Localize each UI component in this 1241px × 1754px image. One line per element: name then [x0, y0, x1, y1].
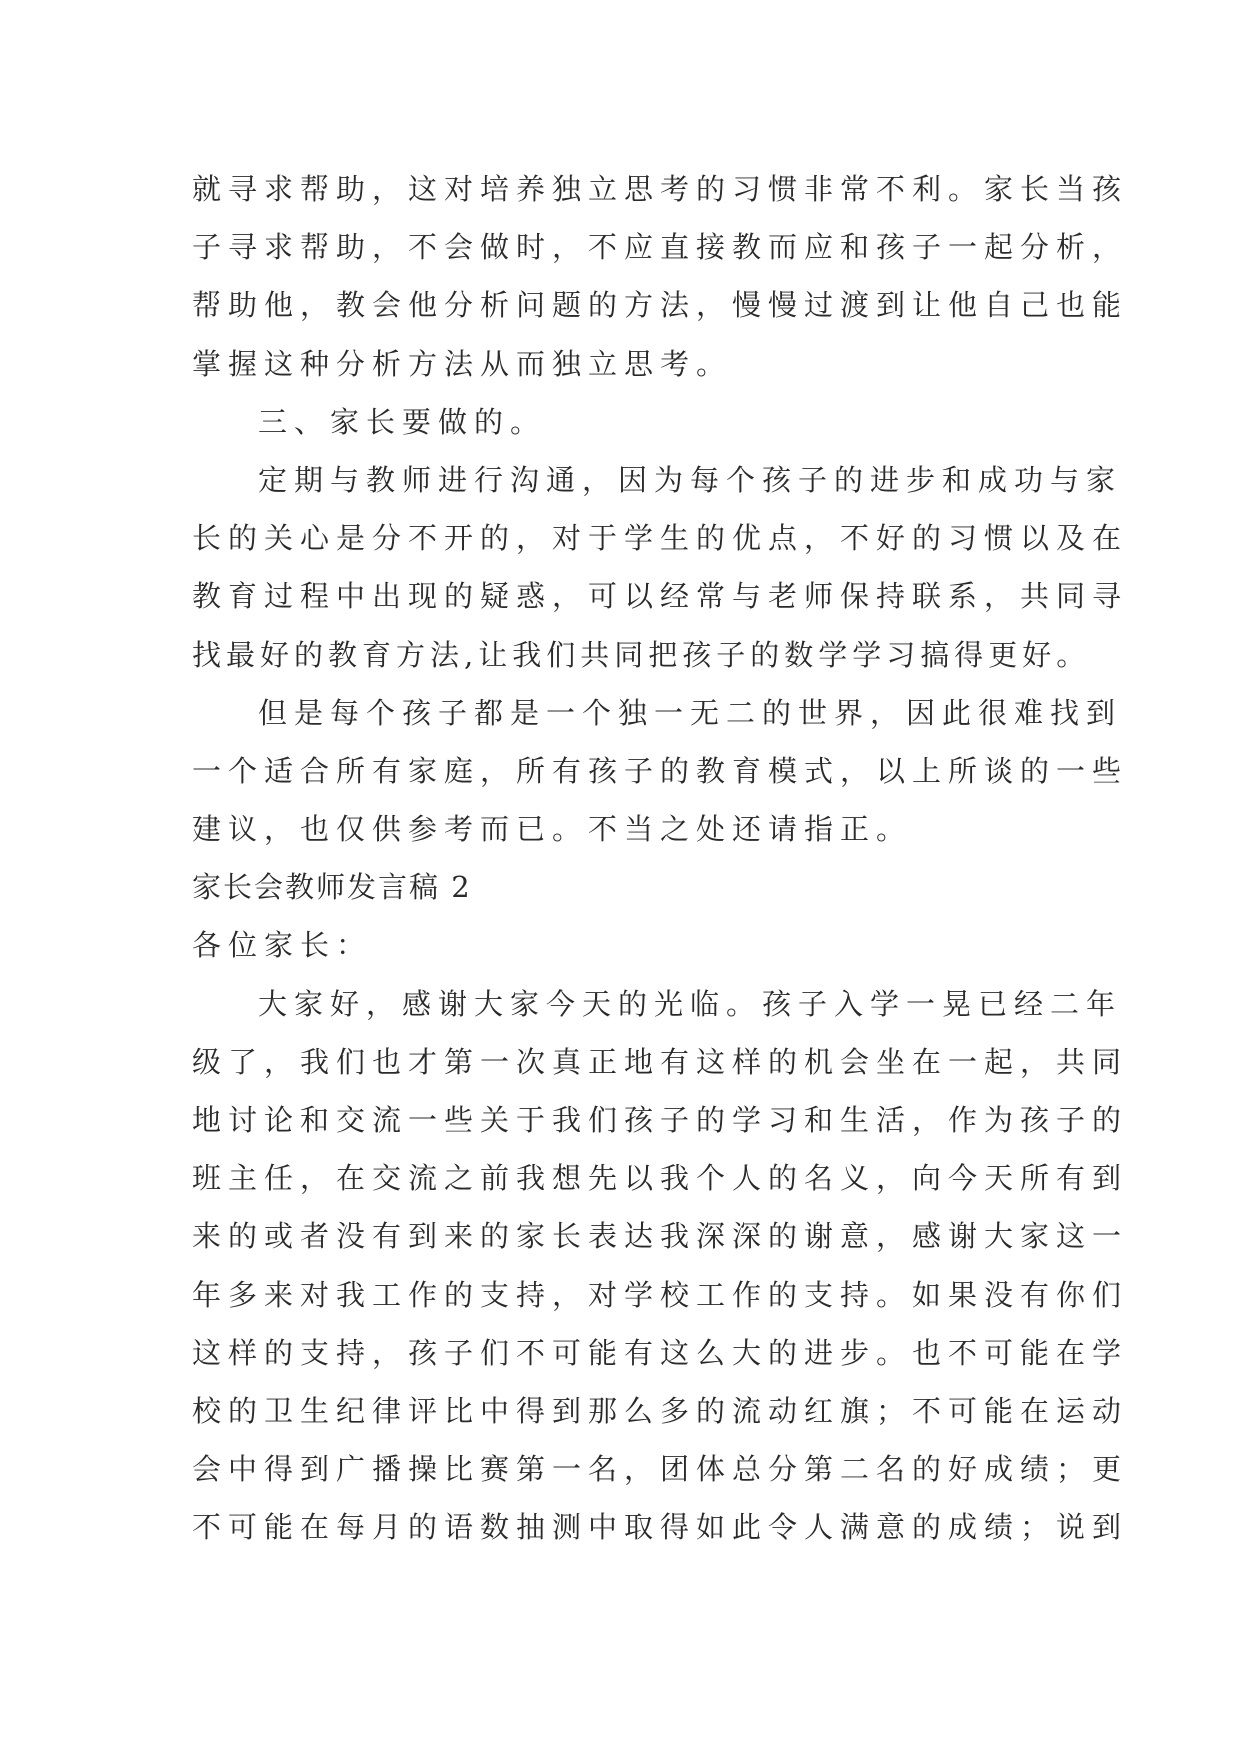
text-line: 班主任，在交流之前我想先以我个人的名义，向今天所有到: [192, 1161, 1129, 1196]
text-line: 建议，也仅供参考而已。不当之处还请指正。: [192, 812, 913, 847]
text-line: 子寻求帮助，不会做时，不应直接教而应和孩子一起分析，: [192, 230, 1129, 265]
text-line: 这样的支持，孩子们不可能有这么大的进步。也不可能在学: [192, 1335, 1129, 1370]
text-line: 会中得到广播操比赛第一名，团体总分第二名的好成绩；更: [192, 1452, 1129, 1487]
text-line: 找最好的教育方法,让我们共同把孩子的数学学习搞得更好。: [192, 637, 1091, 672]
document-body: [192, 160, 1129, 1557]
section-heading: 三、家长要做的。: [258, 404, 547, 439]
text-line: 定期与教师进行沟通，因为每个孩子的进步和成功与家: [258, 462, 1123, 497]
text-line: 年多来对我工作的支持，对学校工作的支持。如果没有你们: [192, 1277, 1129, 1312]
text-line: 教育过程中出现的疑惑，可以经常与老师保持联系，共同寻: [192, 579, 1129, 614]
salutation: 各位家长：: [192, 928, 373, 963]
text-line: 帮助他，教会他分析问题的方法，慢慢过渡到让他自己也能: [192, 288, 1129, 323]
speech-title: 家长会教师发言稿 2: [192, 870, 472, 905]
text-line: 但是每个孩子都是一个独一无二的世界，因此很难找到: [258, 695, 1123, 730]
text-line: 大家好，感谢大家今天的光临。孩子入学一晃已经二年: [258, 986, 1123, 1021]
text-line: 来的或者没有到来的家长表达我深深的谢意，感谢大家这一: [192, 1219, 1129, 1254]
text-line: 就寻求帮助，这对培养独立思考的习惯非常不利。家长当孩: [192, 172, 1129, 206]
text-line: 掌握这种分析方法从而独立思考。: [192, 346, 733, 381]
text-line: 级了，我们也才第一次真正地有这样的机会坐在一起，共同: [192, 1044, 1129, 1079]
text-line: 一个适合所有家庭，所有孩子的教育模式，以上所谈的一些: [192, 753, 1129, 788]
text-line: 地讨论和交流一些关于我们孩子的学习和生活，作为孩子的: [192, 1103, 1129, 1137]
text-line: 不可能在每月的语数抽测中取得如此令人满意的成绩；说到: [192, 1510, 1129, 1545]
text-line: 校的卫生纪律评比中得到那么多的流动红旗；不可能在运动: [192, 1393, 1129, 1428]
text-line: 长的关心是分不开的，对于学生的优点，不好的习惯以及在: [192, 521, 1129, 556]
